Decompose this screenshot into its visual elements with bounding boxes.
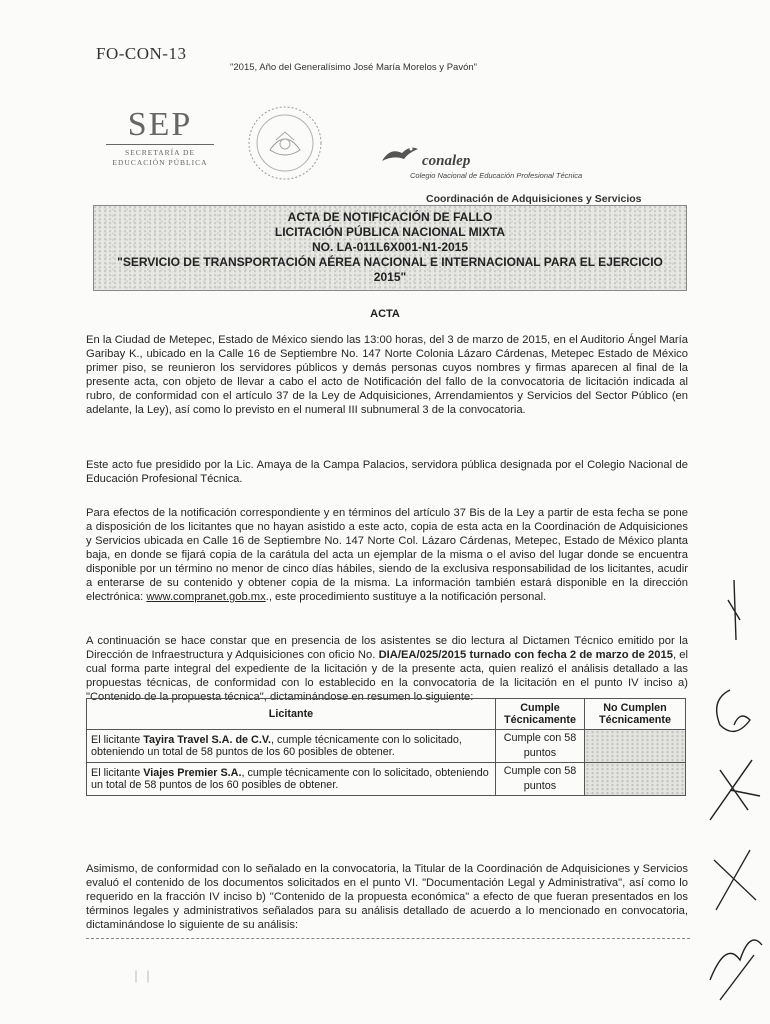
conalep-logo bbox=[380, 143, 583, 180]
coordination-name: Coordinación de Adquisiciones y Servicios bbox=[426, 193, 642, 205]
paragraph-1: En la Ciudad de Metepec, Estado de México siendo las 13:00 horas, del 3 de marzo de 2015, en el Auditorio Ángel María Garibay K., ubicado en la Calle 16 de Septiembre No. 147 Norte Colonia Lázaro Cárdenas, Metepec Estado de México primer piso, se reunieron los servidores públicos y demás personas cuyos nombres y firmas aparecen al final de la presente acta, con objeto de llevar a cabo el acto de Notificación del fallo de la convocatoria de licitación indicada al rubro, de conformidad con el artículo 37 de la Ley de Adquisiciones, Arrendamientos y Servicios del Sector Público (en adelante, la Ley), así como lo previsto en el numeral III subnumeral 3 de la convocatoria. bbox=[86, 334, 688, 416]
paragraph-4-bold: DIA/EA/025/2015 turnado con fecha 2 de marzo de 2015 bbox=[378, 649, 673, 661]
table-header-row bbox=[87, 699, 686, 730]
acta-heading: ACTA bbox=[370, 308, 400, 320]
paragraph-5: Asimismo, de conformidad con lo señalado en la convocatoria, la Titular de la Coordinación de Adquisiciones y Servicios evaluó el contenido de los documentos solicitados en el punto VI. "Documentación Legal y Administrativa", así como lo requerido en la fracción IV inciso b) "Contenido de la propuesta económica" a efecto de que fueran presentados en los términos legales y administrativos señalados para su análisis detallado de acuerdo a lo mencionado en convocatoria, dictaminándose lo siguiente de su análisis: bbox=[86, 863, 688, 931]
sep-logo bbox=[100, 108, 220, 168]
compranet-link[interactable]: www.compranet.gob.mx bbox=[146, 591, 266, 603]
col-licitante: Licitante bbox=[87, 699, 496, 730]
conalep-name: conalep bbox=[422, 153, 471, 169]
paragraph-4 bbox=[86, 634, 688, 704]
page-mark: ｜｜ bbox=[130, 970, 155, 984]
table-row bbox=[87, 763, 686, 796]
paragraph-4-text: A continuación se hace constar que en presencia de los asistentes se dio lectura al Dictamen Técnico emitido por la Dirección de Infraestructura y Adquisiciones con oficio No. bbox=[86, 635, 688, 661]
sep-logo-text: SEP bbox=[127, 106, 193, 143]
paragraph-3-text: Para efectos de la notificación correspondiente y en términos del artículo 37 Bis de la Ley a partir de esta fecha se pone a disposición de los licitantes que no hayan asistido a este acto, copia de esta acta en la Coordinación de Adquisiciones y Servicios ubicada en Calle 16 de Septiembre No. 147 Norte Col. Lázaro Cárdenas, Metepec, Estado de México planta baja, en donde se fijará copia de la carátula del acta un ejemplar de la misma o el aviso del lugar donde se encuentra disponible por un término no menor de cinco días hábiles, siendo de la exclusiva responsabilidad de los licitantes, acudir a enterarse de su contenido y obtener copia de la misma. La información también estará disponible en la dirección electrónica: bbox=[86, 507, 688, 603]
col-cumple: Cumple Técnicamente bbox=[496, 699, 585, 730]
title-line-2: LICITACIÓN PÚBLICA NACIONAL MIXTA bbox=[274, 225, 506, 239]
licitante-cell: El licitante Viajes Premier S.A., cumple técnicamente con lo solicitado, obteniendo un total de 58 puntos de los 60 posibles de obtener. bbox=[87, 763, 496, 796]
sep-line-2: EDUCACIÓN PÚBLICA bbox=[112, 158, 208, 167]
conalep-subtitle: Colegio Nacional de Educación Profesional Técnica bbox=[410, 171, 583, 180]
footer-divider bbox=[86, 938, 690, 939]
licitante-cell: El licitante Tayira Travel S.A. de C.V., cumple técnicamente con lo solicitado, obteniendo un total de 58 puntos de los 60 posibles de obtener. bbox=[87, 730, 496, 763]
title-line-3: NO. LA-011L6X001-N1-2015 bbox=[311, 240, 469, 254]
paragraph-4-tail: , el cual forma parte integral del expediente de la licitación y de la presente acta, quien realizó el análisis detallado a las propuestas técnicas, de conformidad con lo establecido en la convocatoria de la licitación en el punto IV inciso a) "Contenido de la propuesta técnica", dictaminándose en resumen lo siguiente: bbox=[86, 649, 688, 703]
technical-results-table bbox=[86, 698, 686, 796]
paragraph-3 bbox=[86, 506, 688, 604]
title-box bbox=[93, 205, 687, 291]
title-line-4: "SERVICIO DE TRANSPORTACIÓN AÉREA NACIONAL E INTERNACIONAL PARA EL EJERCICIO bbox=[117, 255, 663, 269]
cumple-cell: Cumple con 58 puntos bbox=[496, 763, 585, 796]
conalep-bird-icon bbox=[380, 143, 420, 169]
no-cumple-cell bbox=[585, 730, 686, 763]
licitante-name: Viajes Premier S.A. bbox=[143, 766, 242, 779]
no-cumple-cell bbox=[585, 763, 686, 796]
form-code: FO-CON-13 bbox=[96, 44, 187, 63]
cumple-cell: Cumple con 58 puntos bbox=[496, 730, 585, 763]
sep-line-1: SECRETARÍA DE bbox=[124, 148, 196, 157]
title-line-1: ACTA DE NOTIFICACIÓN DE FALLO bbox=[287, 210, 493, 224]
col-no-cumple: No Cumplen Técnicamente bbox=[585, 699, 686, 730]
margin-signatures bbox=[690, 560, 770, 1024]
paragraph-2: Este acto fue presidido por la Lic. Amaya de la Campa Palacios, servidora pública designada por el Colegio Nacional de Educación Profesional Técnica. bbox=[86, 459, 688, 485]
table-row bbox=[87, 730, 686, 763]
national-seal-icon bbox=[246, 104, 324, 182]
paragraph-3-tail: ., este procedimiento sustituye a la notificación personal. bbox=[265, 591, 547, 603]
title-line-5: 2015" bbox=[373, 270, 407, 284]
year-motto: "2015, Año del Generalísimo José María Morelos y Pavón" bbox=[230, 62, 478, 73]
licitante-name: Tayira Travel S.A. de C.V. bbox=[143, 733, 272, 746]
